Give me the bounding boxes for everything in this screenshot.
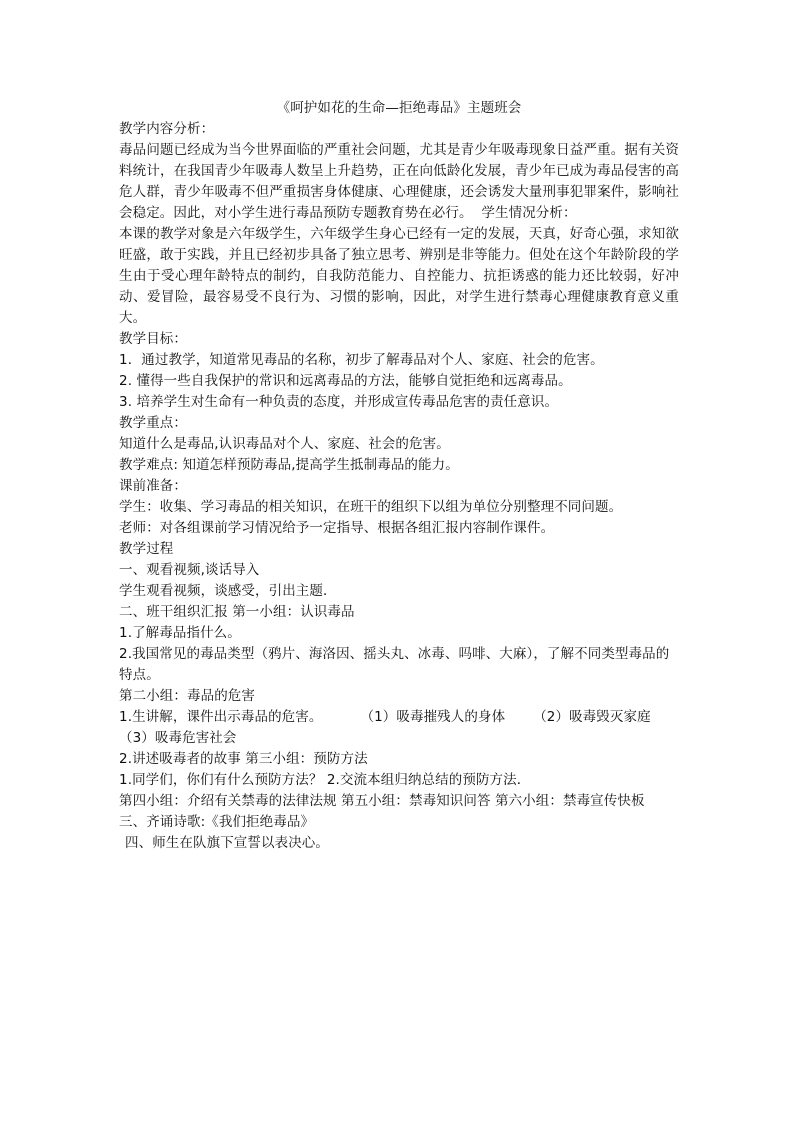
group-two-item (119, 707, 679, 728)
key-points-text: 知道什么是毒品,认识毒品对个人、家庭、社会的危害。 (119, 436, 450, 452)
content-analysis-paragraph (119, 140, 679, 224)
preparation-student: 学生：收集、学习毒品的相关知识，在班干的组织下以组为单位分别整理不同问题。 (119, 499, 623, 515)
document-title: 《呵护如花的生命—拒绝毒品》主题班会 (276, 100, 522, 116)
group-two-item-text: 1.生讲解，课件出示毒品的危害。 (119, 709, 323, 725)
step-three-heading: 三、齐诵诗歌:《我们拒绝毒品》 (119, 814, 315, 830)
document-body (119, 98, 679, 854)
group-two-heading: 第二小组：毒品的危害 (119, 688, 255, 704)
student-analysis-heading: 学生情况分析： (481, 205, 577, 221)
step-one-heading: 一、观看视频,谈话导入 (119, 562, 260, 578)
goals-heading: 教学目标： (119, 331, 187, 347)
group-two-item: 2.讲述吸毒者的故事 第三小组：预防方法 (119, 751, 368, 767)
harm-item: （2）吸毒毁灭家庭 (533, 709, 651, 725)
group-three-items: 1.同学们，你们有什么预防方法？ 2.交流本组归纳总结的预防方法． (119, 772, 531, 788)
goal-item: 1．通过教学，知道常见毒品的名称，初步了解毒品对个人、家庭、社会的危害。 (119, 352, 604, 368)
group-one-item: 1.了解毒品指什么。 (119, 625, 241, 641)
key-points-heading: 教学重点： (119, 415, 187, 431)
harm-item: （3）吸毒危害社会 (119, 730, 237, 746)
student-analysis-text: 本课的教学对象是六年级学生，六年级学生身心已经有一定的发展，天真，好奇心强，求知欲旺盛，敢于实践，并且已经初步具备了独立思考、辨别是非等能力。但处在这个年龄阶段的学生由于受心理年龄特点的制约，自我防范能力、自控能力、抗拒诱惑的能力还比较弱，好冲动、爱冒险，最容易受不良行为、习惯的影响，因此，对学生进行禁毒心理健康教育意义重大。 (119, 226, 679, 326)
step-two-heading: 二、班干组织汇报 第一小组：认识毒品 (119, 604, 355, 620)
groups-four-to-six: 第四小组：介绍有关禁毒的法律法规 第五小组：禁毒知识问答 第六小组：禁毒宣传快板 (119, 793, 645, 809)
step-four-heading: 四、师生在队旗下宣誓以表决心。 (125, 835, 329, 851)
goal-item: 3. 培养学生对生命有一种负责的态度，并形成宣传毒品危害的责任意识。 (119, 394, 559, 410)
step-one-text: 学生观看视频，谈感受，引出主题． (119, 583, 337, 599)
content-analysis-text: 毒品问题已经成为当今世界面临的严重社会问题，尤其是青少年吸毒现象日益严重。据有关资料统计，在我国青少年吸毒人数呈上升趋势，正在向低龄化发展，青少年已成为毒品侵害的高危人群，青少年吸毒不但严重损害身体健康、心理健康，还会诱发大量刑事犯罪案件，影响社会稳定。因此，对小学生进行毒品预防专题教育势在必行。 (119, 142, 679, 221)
process-heading: 教学过程 (119, 541, 174, 557)
preparation-heading: 课前准备： (119, 478, 187, 494)
preparation-teacher: 老师：对各组课前学习情况给予一定指导、根据各组汇报内容制作课件。 (119, 520, 555, 536)
difficulty-text: 教学难点: 知道怎样预防毒品,提高学生抵制毒品的能力。 (119, 457, 459, 473)
content-analysis-heading: 教学内容分析： (119, 121, 215, 137)
group-one-item: 2.我国常见的毒品类型（鸦片、海洛因、摇头丸、冰毒、吗啡、大麻），了解不同类型毒品的特点。 (119, 646, 670, 683)
harm-item: （1）吸毒摧残人的身体 (360, 709, 506, 725)
goal-item: 2. 懂得一些自我保护的常识和远离毒品的方法，能够自觉拒绝和远离毒品。 (119, 373, 572, 389)
